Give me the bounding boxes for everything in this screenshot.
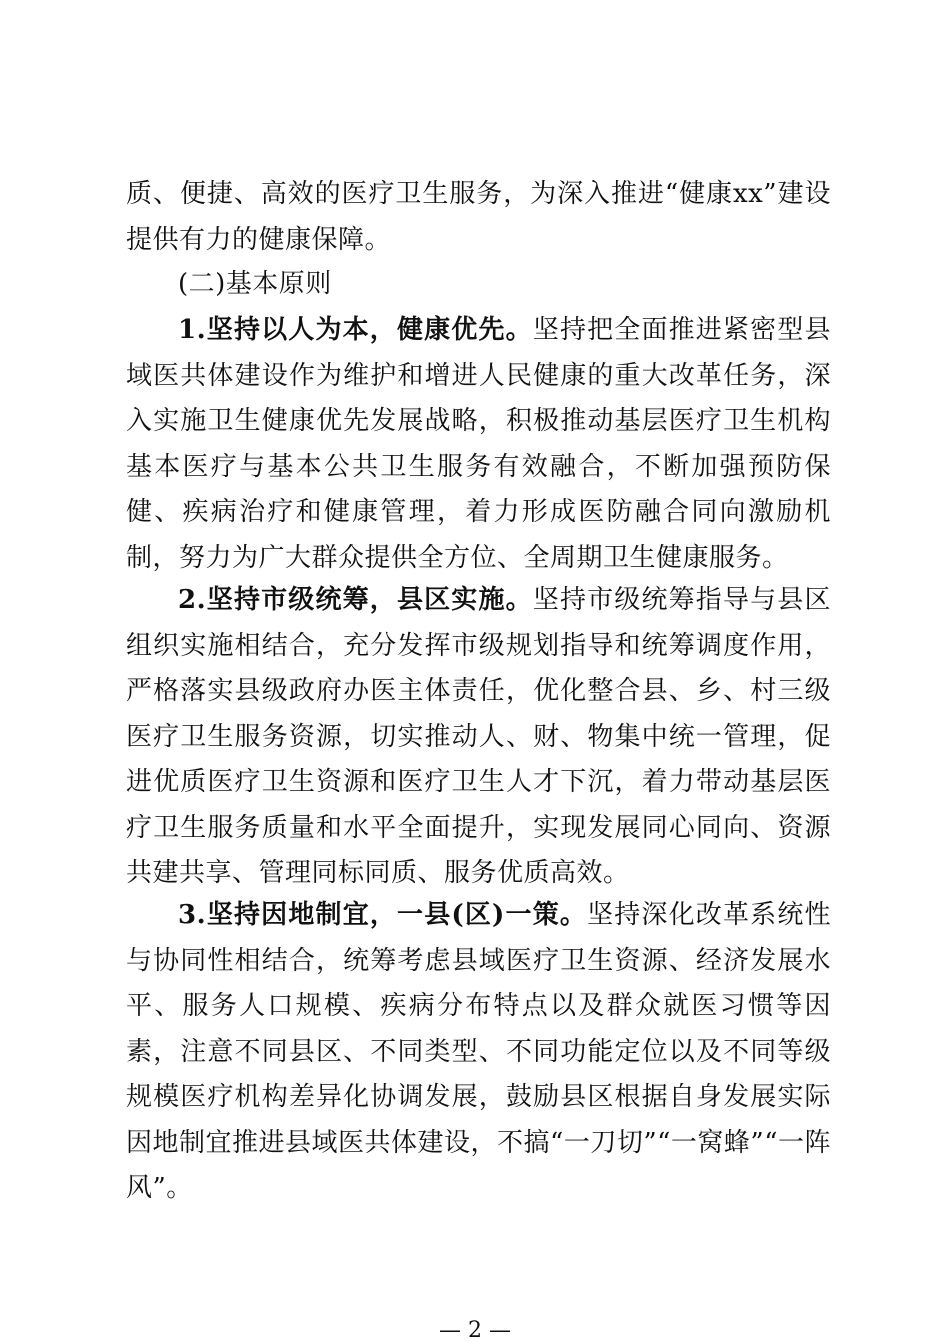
principle-paragraph-2 <box>126 578 831 897</box>
continuation-paragraph: 质、便捷、高效的医疗卫生服务，为深入推进“健康xx”建设提供有力的健康保障。 <box>126 179 831 255</box>
principle-1-body: 坚持把全面推进紧密型县域医共体建设作为维护和增进人民健康的重大改革任务，深入实施卫生健康优先发展战略，积极推动基层医疗卫生机构基本医疗与基本公共卫生服务有效融合，不断加强预防保健、疾病治疗和健康管理，着力形成医防融合同向激励机制，努力为广大群众提供全方位、全周期卫生健康服务。 <box>126 315 831 573</box>
principle-2-body: 坚持市级统筹指导与县区组织实施相结合，充分发挥市级规划指导和统筹调度作用，严格落实县级政府办医主体责任，优化整合县、乡、村三级医疗卫生服务资源，切实推动人、财、物集中统一管理，促进优质医疗卫生资源和医疗卫生人才下沉，着力带动基层医疗卫生服务质量和水平全面提升，实现发展同心同向、资源共建共享、管理同标同质、服务优质高效。 <box>126 585 831 888</box>
page-number: — 2 — <box>439 1318 511 1343</box>
principle-2-lead: 2.坚持市级统筹，县区实施。 <box>178 585 533 615</box>
section-heading: (二)基本原则 <box>178 269 332 299</box>
principle-3-lead: 3.坚持因地制宜，一县(区)一策。 <box>178 900 588 930</box>
principle-paragraph-1 <box>126 308 831 581</box>
principle-1-lead: 1.坚持以人为本，健康优先。 <box>178 315 533 345</box>
principle-paragraph-3 <box>126 893 831 1212</box>
principle-3-body: 坚持深化改革系统性与协同性相结合，统筹考虑县域医疗卫生资源、经济发展水平、服务人口规模、疾病分布特点以及群众就医习惯等因素，注意不同县区、不同类型、不同功能定位以及不同等级规模医疗机构差异化协调发展，鼓励县区根据自身发展实际因地制宜推进县域医共体建设，不搞“一刀切”“一窝蜂”“一阵风”。 <box>126 900 831 1203</box>
